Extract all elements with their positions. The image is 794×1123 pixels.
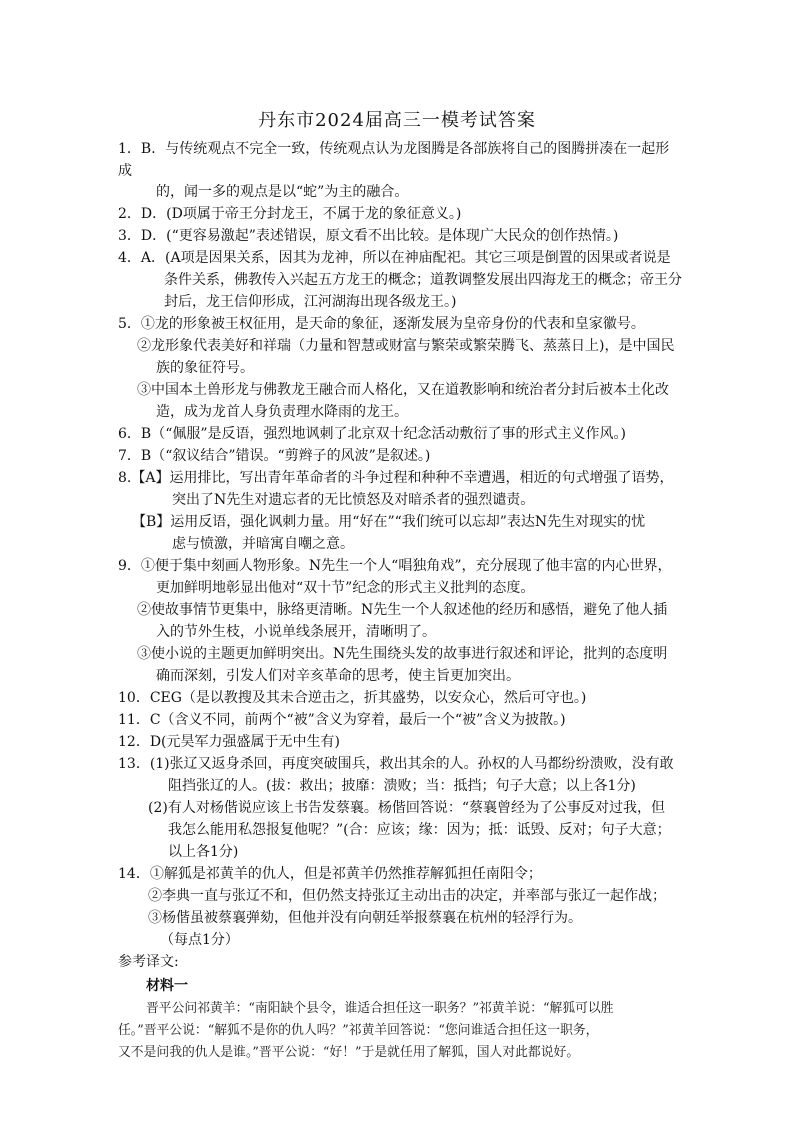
answer-13-line-5: 以上各1分) bbox=[168, 844, 239, 860]
material-one-heading: 材料一 bbox=[146, 978, 188, 994]
answer-9-line-6: 确而深刻，引发人们对辛亥革命的思考，使主旨更加突出。 bbox=[156, 668, 520, 684]
answer-1-line-2: 成 bbox=[118, 163, 132, 179]
answer-14-line-2: ②李典一直与张辽不和，但仍然支持张辽主动出击的决定，并率部与张辽一起作战； bbox=[148, 888, 666, 904]
answer-13-line-1: 13．(1)张辽又返身杀回，再度突破围兵，救出其余的人。孙权的人马都纷纷溃败，没有敢 bbox=[118, 756, 674, 772]
translation-line-1: 晋平公问祁黄羊：“南阳缺个县令，谁适合担任这一职务？”祁黄羊说：“解狐可以胜 bbox=[146, 1001, 614, 1016]
answer-14-line-3: ③杨偕虽被蔡襄弹劾，但他并没有向朝廷举报蔡襄在杭州的轻浮行为。 bbox=[148, 910, 582, 926]
answer-5-line-2: ②龙形象代表美好和祥瑞（力量和智慧或财富与繁荣或繁荣腾飞、蒸蒸日上)，是中国民 bbox=[137, 338, 675, 354]
answer-7: 7．B（“叙议结合”错误。“剪辫子的风波”是叙述。) bbox=[118, 448, 431, 464]
translation-heading: 参考译文: bbox=[118, 954, 179, 970]
answer-13-line-3: (2)有人对杨偕说应该上书告发蔡襄。杨偕回答说：“蔡襄曾经为了公事反对过我，但 bbox=[148, 800, 665, 816]
answer-8-line-1: 8.【A】运用排比，写出青年革命者的斗争过程和种种不幸遭遇，相近的句式增强了语势， bbox=[118, 470, 674, 486]
answer-13-line-4: 我怎么能用私怨报复他呢？”(合：应该；缘：因为；抵：诋毁、反对；句子大意； bbox=[168, 822, 671, 838]
answer-2: 2．D．(D项属于帝王分封龙王，不属于龙的象征意义。) bbox=[118, 206, 462, 222]
answer-4-line-1: 4．A．(A项是因果关系，因其为龙神，所以在神庙配祀。其它三项是倒置的因果或者说是 bbox=[118, 250, 671, 266]
answer-8-line-3: 【B】运用反语，强化讽刺力量。用“好在”“我们统可以忘却”表达N先生对现实的忧 bbox=[132, 514, 646, 530]
answer-9-line-5: ③使小说的主题更加鲜明突出。N先生围绕头发的故事进行叙述和评论，批判的态度明 bbox=[137, 646, 668, 662]
answer-9-line-3: ②使故事情节更集中，脉络更清晰。N先生一个人叙述他的经历和感悟，避免了他人插 bbox=[137, 602, 668, 618]
answer-4-line-2: 条件关系，佛教传入兴起五方龙王的概念；道教调整发展出四海龙王的概念；帝王分 bbox=[164, 272, 682, 288]
answer-1-line-1: 1．B．与传统观点不完全一致，传统观点认为龙图腾是各部族将自己的图腾拼凑在一起形 bbox=[118, 141, 670, 157]
answer-9-line-1: 9．①便于集中刻画人物形象。N先生一个人“唱独角戏”，充分展现了他丰富的内心世界， bbox=[118, 558, 672, 574]
answer-5-line-4: ③中国本土兽形龙与佛教龙王融合而人格化，又在道教影响和统治者分封后被本土化改 bbox=[137, 382, 669, 398]
answer-6: 6．B（“佩服”是反语，强烈地讽刺了北京双十纪念活动敷衍了事的形式主义作风。) bbox=[118, 426, 626, 442]
answer-8-line-2: 突出了N先生对遗忘者的无比愤怒及对暗杀者的强烈谴责。 bbox=[172, 492, 535, 508]
answer-14-note: （每点1分） bbox=[160, 932, 239, 948]
answer-11: 11．C（含义不同，前两个“被”含义为穿着，最后一个“被”含义为披散。) bbox=[118, 712, 566, 728]
answer-5-line-5: 造，成为龙首人身负责理水降雨的龙王。 bbox=[156, 404, 408, 420]
translation-line-3: 又不是问我的仇人是谁。”晋平公说：“好！”于是就任用了解狐，国人对此都说好。 bbox=[118, 1045, 580, 1060]
translation-line-2: 任。”晋平公说：“解狐不是你的仇人吗？”祁黄羊回答说：“您问谁适合担任这一职务， bbox=[118, 1023, 599, 1038]
answer-8-line-4: 虑与愤激，并暗寓自嘲之意。 bbox=[172, 536, 354, 552]
document-title: 丹东市2024届高三一模考试答案 bbox=[258, 110, 536, 131]
answer-9-line-4: 入的节外生枝，小说单线条展开，清晰明了。 bbox=[156, 624, 436, 640]
answer-3: 3．D．(“更容易激起”表述错误，原文看不出比较。是体现广大民众的创作热情。) bbox=[118, 228, 619, 244]
answer-1-line-3: 的，闻一多的观点是以“蛇”为主的融合。 bbox=[156, 184, 409, 200]
answer-5-line-1: 5．①龙的形象被王权征用，是天命的象征，逐渐发展为皇帝身份的代表和皇家徽号。 bbox=[118, 316, 645, 332]
answer-5-line-3: 族的象征符号。 bbox=[156, 360, 254, 376]
answer-9-line-2: 更加鲜明地彰显出他对“双十节”纪念的形式主义批判的态度。 bbox=[156, 580, 535, 596]
answer-4-line-3: 封后，龙王信仰形成，江河湖海出现各级龙王。) bbox=[164, 294, 457, 310]
answer-10: 10．CEG（是以教搜及其未合逆击之，折其盛势，以安众心，然后可守也。) bbox=[118, 690, 587, 706]
answer-13-line-2: 阻挡张辽的人。(拔：救出；披靡：溃败；当：抵挡；句子大意；以上各1分) bbox=[168, 778, 636, 794]
answer-14-line-1: 14．①解狐是祁黄羊的仇人，但是祁黄羊仍然推荐解狐担任南阳令； bbox=[118, 866, 542, 882]
answer-12: 12．D(元昊军力强盛属于无中生有) bbox=[118, 734, 340, 750]
